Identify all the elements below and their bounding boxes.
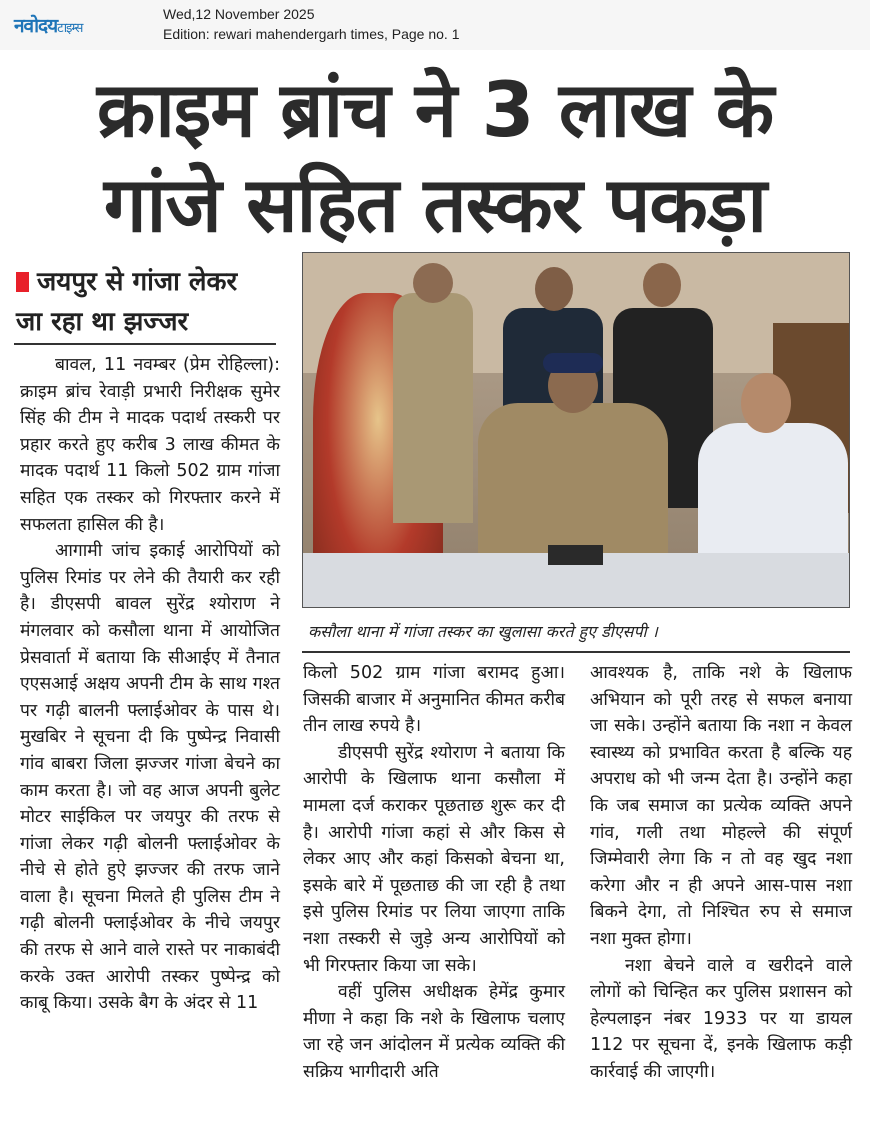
news-photo bbox=[302, 252, 850, 608]
article-column-3 bbox=[590, 660, 852, 1086]
edition-label: Edition: rewari mahendergarh times, Page no. 1 bbox=[163, 26, 460, 42]
divider bbox=[14, 343, 276, 345]
paragraph: आगामी जांच इकाई आरोपियों को पुलिस रिमांड पर लेने की तैयारी कर रही है। डीएसपी बावल सुरेंद्र श्योराण ने मंगलवार को कसौला थाना में आयोजित प्रेसवार्ता में बताया कि सीआईए में तैनात एएसआई अक्षय अपनी टीम के साथ गश्त पर गढ़ी बालनी फ्लाईओवर के पास थे। मुखबिर ने सूचना दी कि पुष्पेन्द्र निवासी गांव बाबरा जिला झज्जर गांजा बेचने का काम करता है। जो वह आज अपनी बुलेट मोटर साईकिल पर जयपुर की तरफ से गांजा लेकर गढ़ी बोलनी फ्लाईओवर के नीचे से होते हुऐ झज्जर की तरफ जाने वाला है। सूचना मिलते ही पुलिस टीम ने गढ़ी बोलनी फ्लाईओवर के नीचे जयपुर की तरफ से आने वाले रास्ते पर नाकाबंदी करके उक्त आरोपी तस्कर पुष्पेन्द्र को काबू किया। उसके बैग के अंदर से 11 bbox=[20, 541, 280, 1014]
red-square-marker bbox=[16, 272, 29, 292]
subheadline-line-2: जा रहा था झज्जर bbox=[16, 307, 189, 337]
paragraph: डीएसपी सुरेंद्र श्योराण ने बताया कि आरोपी के खिलाफ थाना कसौला में मामला दर्ज कराकर पूछताछ शुरू कर दी है। आरोपी गांजा कहां से और किस से लेकर आए और कहां किसको बेचना था, इसके बारे में पूछताछ की जा रही है तथा इसे पुलिस रिमांड पर लिया जाएगा ताकि नशा तस्करी से जुड़े अन्य आरोपियों को भी गिरफ्तार किया जा सके। bbox=[303, 742, 565, 976]
divider bbox=[302, 651, 850, 653]
headline-line-2: गांजे सहित तस्कर पकड़ा bbox=[103, 160, 767, 249]
headline-line-1: क्राइम ब्रांच ने 3 लाख के bbox=[96, 65, 774, 154]
logo-sub-text: टाइम्स bbox=[57, 21, 83, 36]
paragraph: वहीं पुलिस अधीक्षक हेमेंद्र कुमार मीणा ने कहा कि नशे के खिलाफ चलाए जा रहे जन आंदोलन में प्रत्येक व्यक्ति की सक्रिय भागीदारी अति bbox=[303, 982, 565, 1082]
logo-main-text: नवोदय bbox=[14, 15, 58, 37]
article-subheadline bbox=[16, 262, 286, 342]
edition-info bbox=[163, 4, 460, 44]
paragraph: आवश्यक है, ताकि नशे के खिलाफ अभियान को पूरी तरह से सफल बनाया जा सके। उन्होंने बताया कि नशा न केवल स्वास्थ्य को प्रभावित करता है बल्कि यह अपराध को भी जन्म देता है। उन्होंने कहा कि जब समाज का प्रत्येक व्यक्ति अपने गांव, गली तथा मोहल्ले की संपूर्ण जिम्मेवारी लेगा कि न तो वह खुद नशा करेगा और न ही अपने आस-पास नशा बिकने देगा, तो निश्चित रुप से समाज नशा मुक्त होगा। bbox=[590, 663, 852, 949]
newspaper-logo[interactable] bbox=[14, 12, 82, 38]
page-header-bar bbox=[0, 0, 870, 50]
paragraph: बावल, 11 नवम्बर (प्रेम रोहिल्ला): क्राइम ब्रांच रेवाड़ी प्रभारी निरीक्षक सुमेर सिंह की टीम ने मादक पदार्थ तस्करी पर प्रहार करते हुए करीब 3 लाख कीमत के मादक पदार्थ 11 किलो 502 ग्राम गांजा सहित एक तस्कर को गिरफ्तार करने में सफलता हासिल की है। bbox=[20, 355, 280, 535]
paragraph: नशा बेचने वाले व खरीदने वाले लोगों को चिन्हित कर पुलिस प्रशासन को हेल्पलाइन नंबर 1933 पर या डायल 112 पर सूचना दें, इनके खिलाफ कड़ी कार्रवाई की जाएगी। bbox=[590, 955, 852, 1082]
photo-caption: कसौला थाना में गांजा तस्कर का खुलासा करते हुए डीएसपी । bbox=[308, 622, 658, 641]
issue-date: Wed,12 November 2025 bbox=[163, 6, 315, 22]
article-column-2 bbox=[303, 660, 565, 1086]
subheadline-line-1: जयपुर से गांजा लेकर bbox=[37, 267, 238, 297]
paragraph: किलो 502 ग्राम गांजा बरामद हुआ। जिसकी बाजार में अनुमानित कीमत करीब तीन लाख रुपये है। bbox=[303, 663, 565, 737]
article-column-1 bbox=[20, 352, 280, 1017]
article-headline bbox=[0, 62, 870, 252]
